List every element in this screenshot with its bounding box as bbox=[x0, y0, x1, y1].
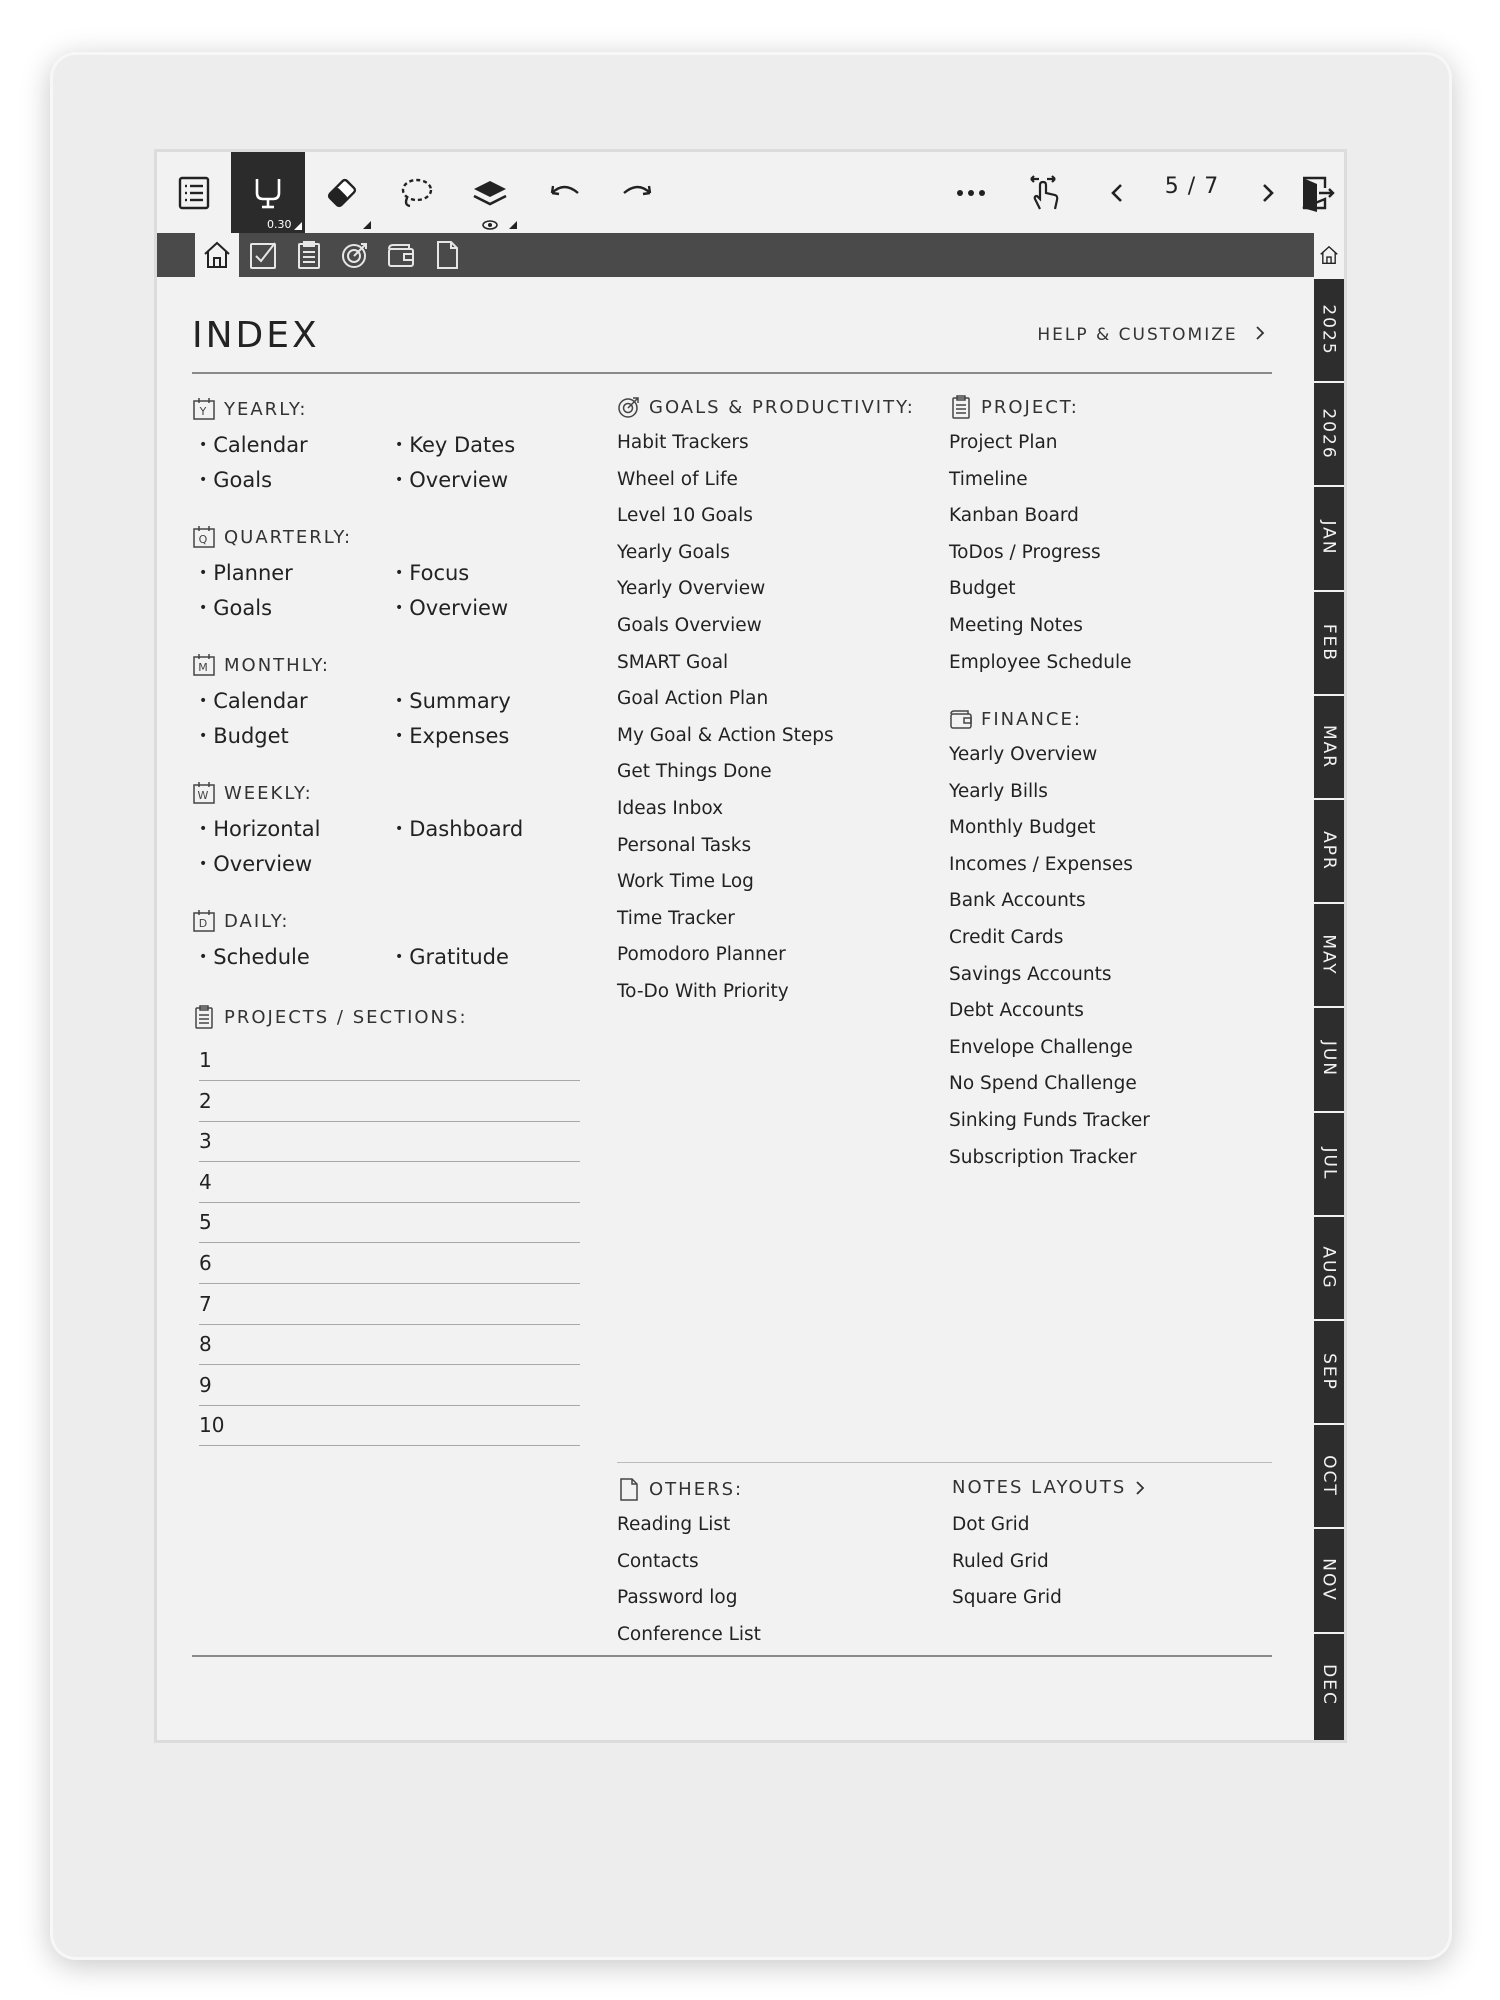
daily-heading bbox=[192, 909, 289, 933]
notes-layout-item-link[interactable]: Square Grid bbox=[952, 1587, 1062, 1609]
project-row[interactable] bbox=[199, 1243, 580, 1284]
help-link-label: HELP & CUSTOMIZE bbox=[1037, 325, 1238, 345]
pen-icon bbox=[248, 173, 288, 213]
pen-tool-button[interactable] bbox=[231, 152, 305, 233]
finance-item-link[interactable]: Debt Accounts bbox=[949, 1000, 1084, 1022]
nav-others[interactable] bbox=[425, 233, 469, 277]
title-divider bbox=[192, 372, 1272, 374]
project-row-number: 1 bbox=[199, 1048, 212, 1072]
others-item-link[interactable]: Conference List bbox=[617, 1623, 761, 1645]
projects-heading-label: PROJECTS / SECTIONS: bbox=[224, 1006, 468, 1028]
tab-label: 2025 bbox=[1319, 304, 1340, 356]
list-icon bbox=[174, 173, 214, 213]
prev-page-button[interactable] bbox=[1092, 152, 1142, 233]
tab-jul[interactable] bbox=[1314, 1111, 1344, 1215]
clipboard-icon bbox=[192, 1005, 216, 1029]
project-row-number: 3 bbox=[199, 1129, 212, 1154]
notes-layouts-label: NOTES LAYOUTS bbox=[952, 1477, 1127, 1498]
daily-schedule-link[interactable]: • Schedule bbox=[199, 945, 310, 969]
project-item-link[interactable]: Project Plan bbox=[949, 432, 1058, 453]
finance-item-link[interactable]: Monthly Budget bbox=[949, 817, 1096, 839]
finance-item-link[interactable]: Bank Accounts bbox=[949, 890, 1086, 912]
monthly-heading-label: MONTHLY: bbox=[224, 654, 330, 676]
nav-goals[interactable] bbox=[333, 233, 377, 277]
finance-item-link[interactable]: Subscription Tracker bbox=[949, 1146, 1137, 1168]
target-icon bbox=[617, 395, 641, 419]
project-row-number: 2 bbox=[199, 1088, 212, 1113]
layers-options-indicator bbox=[509, 221, 517, 229]
monthly-expenses-link[interactable]: • Expenses bbox=[395, 724, 509, 748]
chevron-right-icon bbox=[1248, 173, 1288, 213]
checkbox-icon bbox=[247, 239, 279, 271]
quarterly-heading bbox=[192, 525, 352, 549]
tab-label: APR bbox=[1319, 831, 1340, 871]
goals-item-link[interactable]: Habit Trackers bbox=[617, 432, 749, 453]
layers-button[interactable] bbox=[453, 152, 527, 233]
tab-label: 2026 bbox=[1319, 408, 1340, 460]
redo-icon bbox=[618, 173, 658, 213]
project-item-link[interactable]: ToDos / Progress bbox=[949, 541, 1101, 563]
svg-text:Q: Q bbox=[198, 533, 210, 546]
tab-label: DEC bbox=[1319, 1663, 1340, 1706]
calendar-m-icon bbox=[192, 653, 216, 677]
clipboard-icon bbox=[949, 395, 973, 419]
project-row-number: 8 bbox=[199, 1332, 212, 1357]
wallet-icon bbox=[949, 707, 973, 731]
project-row-number: 4 bbox=[199, 1169, 212, 1194]
monthly-calendar-link[interactable]: • Calendar bbox=[199, 689, 308, 713]
notes-layout-item-link[interactable]: Ruled Grid bbox=[952, 1550, 1049, 1572]
touch-toggle-button[interactable] bbox=[1008, 152, 1082, 233]
quarterly-goals-link[interactable]: • Goals bbox=[199, 596, 272, 620]
nav-finance[interactable] bbox=[379, 233, 423, 277]
svg-text:Y: Y bbox=[199, 405, 209, 418]
tab-aug[interactable] bbox=[1314, 1215, 1344, 1319]
nav-notes[interactable] bbox=[287, 233, 331, 277]
project-item-link[interactable]: Kanban Board bbox=[949, 505, 1079, 527]
project-heading bbox=[949, 395, 1079, 419]
quarterly-planner-link[interactable]: • Planner bbox=[199, 561, 293, 585]
touch-hand-icon bbox=[1025, 173, 1065, 213]
weekly-overview-link[interactable]: • Overview bbox=[199, 852, 312, 876]
footer-divider bbox=[192, 1655, 1272, 1657]
goals-item-link[interactable]: Time Tracker bbox=[617, 907, 735, 929]
tab-sep[interactable] bbox=[1314, 1319, 1344, 1423]
finance-item-link[interactable]: Yearly Overview bbox=[949, 744, 1098, 765]
finance-item-link[interactable]: Yearly Bills bbox=[949, 780, 1048, 802]
eraser-options-indicator bbox=[363, 221, 371, 229]
undo-icon bbox=[544, 173, 584, 213]
tab-may[interactable] bbox=[1314, 902, 1344, 1006]
goals-item-link[interactable]: Personal Tasks bbox=[617, 834, 752, 856]
tab-label: SEP bbox=[1319, 1353, 1340, 1391]
calendar-d-icon bbox=[192, 909, 216, 933]
toc-button[interactable] bbox=[157, 152, 231, 233]
goals-item-link[interactable]: My Goal & Action Steps bbox=[617, 724, 834, 746]
yearly-key-dates-link[interactable]: • Key Dates bbox=[395, 433, 515, 457]
target-icon bbox=[339, 239, 371, 271]
tab-jan[interactable] bbox=[1314, 485, 1344, 589]
more-button[interactable] bbox=[934, 152, 1008, 233]
pen-size-label: 0.30 bbox=[267, 218, 292, 231]
project-row[interactable] bbox=[199, 1324, 580, 1365]
project-row-number: 9 bbox=[199, 1372, 212, 1397]
tab-2025[interactable] bbox=[1314, 277, 1344, 381]
finance-item-link[interactable]: Savings Accounts bbox=[949, 963, 1112, 985]
weekly-heading bbox=[192, 781, 313, 805]
project-row-number: 5 bbox=[199, 1210, 212, 1235]
goals-item-link[interactable]: Level 10 Goals bbox=[617, 505, 753, 527]
svg-text:M: M bbox=[198, 661, 210, 674]
yearly-heading bbox=[192, 397, 308, 421]
exit-button[interactable] bbox=[1287, 152, 1343, 233]
goals-item-link[interactable]: SMART Goal bbox=[617, 651, 729, 673]
project-row[interactable] bbox=[199, 1162, 580, 1203]
goals-item-link[interactable]: Yearly Overview bbox=[617, 578, 766, 600]
project-row-number: 6 bbox=[199, 1251, 212, 1275]
next-page-button[interactable] bbox=[1243, 152, 1293, 233]
notes-layouts-heading[interactable] bbox=[952, 1477, 1146, 1498]
chevron-right-icon bbox=[1253, 325, 1267, 341]
goals-heading bbox=[617, 395, 915, 419]
goals-item-link[interactable]: Pomodoro Planner bbox=[617, 944, 786, 966]
projects-heading bbox=[192, 1005, 468, 1029]
goals-item-link[interactable]: Ideas Inbox bbox=[617, 798, 724, 819]
nav-tasks[interactable] bbox=[241, 233, 285, 277]
tab-label: JUN bbox=[1319, 1041, 1339, 1078]
monthly-summary-link[interactable]: • Summary bbox=[395, 689, 511, 713]
notes-layout-item-link[interactable]: Dot Grid bbox=[952, 1514, 1030, 1535]
quarterly-focus-link[interactable]: • Focus bbox=[395, 561, 469, 585]
goals-item-link[interactable]: Goals Overview bbox=[617, 615, 762, 636]
tab-label: OCT bbox=[1319, 1455, 1340, 1498]
calendar-w-icon bbox=[192, 781, 216, 805]
home-icon bbox=[1318, 244, 1340, 266]
chevron-left-icon bbox=[1097, 173, 1137, 213]
others-item-link[interactable]: Contacts bbox=[617, 1550, 699, 1572]
yearly-overview-link[interactable]: • Overview bbox=[395, 468, 508, 492]
project-item-link[interactable]: Meeting Notes bbox=[949, 615, 1083, 636]
daily-heading-label: DAILY: bbox=[224, 910, 290, 932]
tab-mar[interactable] bbox=[1314, 694, 1344, 798]
monthly-budget-link[interactable]: • Budget bbox=[199, 724, 289, 748]
project-item-link[interactable]: Employee Schedule bbox=[949, 651, 1132, 673]
goals-heading-label: GOALS & PRODUCTIVITY: bbox=[649, 396, 915, 418]
finance-item-link[interactable]: No Spend Challenge bbox=[949, 1073, 1137, 1095]
document-icon bbox=[431, 239, 463, 271]
calendar-y-icon bbox=[192, 397, 216, 421]
more-icon bbox=[951, 173, 991, 213]
monthly-heading bbox=[192, 653, 330, 677]
others-item-link[interactable]: Reading List bbox=[617, 1514, 731, 1535]
goals-item-link[interactable]: Yearly Goals bbox=[617, 541, 730, 563]
weekly-horizontal-link[interactable]: • Horizontal bbox=[199, 817, 321, 841]
tab-oct[interactable] bbox=[1314, 1423, 1344, 1527]
section-nav-bar bbox=[157, 233, 1314, 277]
tab-feb[interactable] bbox=[1314, 590, 1344, 694]
index-page bbox=[157, 277, 1314, 1740]
svg-text:D: D bbox=[198, 917, 210, 930]
tab-nov[interactable] bbox=[1314, 1527, 1344, 1631]
page-indicator: 5 / 7 bbox=[1164, 174, 1220, 199]
quarterly-overview-link[interactable]: • Overview bbox=[395, 596, 508, 620]
finance-item-link[interactable]: Sinking Funds Tracker bbox=[949, 1110, 1150, 1131]
project-item-link[interactable]: Timeline bbox=[949, 468, 1028, 490]
project-row[interactable] bbox=[199, 1284, 580, 1325]
eraser-button[interactable] bbox=[305, 152, 379, 233]
project-row[interactable] bbox=[199, 1202, 580, 1243]
others-heading bbox=[617, 1477, 743, 1501]
tab-jun[interactable] bbox=[1314, 1006, 1344, 1110]
others-heading-label: OTHERS: bbox=[649, 1478, 744, 1500]
others-divider bbox=[617, 1462, 1272, 1463]
goals-item-link[interactable]: Goal Action Plan bbox=[617, 688, 769, 710]
project-row[interactable] bbox=[199, 1081, 580, 1122]
document-icon bbox=[617, 1477, 641, 1501]
nav-home[interactable] bbox=[195, 233, 239, 277]
project-row[interactable] bbox=[199, 1121, 580, 1162]
finance-item-link[interactable]: Envelope Challenge bbox=[949, 1036, 1133, 1058]
svg-text:W: W bbox=[197, 789, 211, 802]
weekly-heading-label: WEEKLY: bbox=[224, 782, 313, 804]
project-row[interactable] bbox=[199, 1365, 580, 1406]
tab-dec[interactable] bbox=[1314, 1632, 1344, 1736]
project-row[interactable] bbox=[199, 1040, 580, 1081]
calendar-q-icon bbox=[192, 525, 216, 549]
tab-home[interactable] bbox=[1314, 233, 1344, 277]
tab-label: JAN bbox=[1319, 520, 1339, 556]
month-tabs bbox=[1314, 233, 1344, 1740]
yearly-heading-label: YEARLY: bbox=[224, 398, 308, 420]
undo-button[interactable] bbox=[527, 152, 601, 233]
redo-button[interactable] bbox=[601, 152, 675, 233]
pen-options-indicator bbox=[294, 222, 302, 230]
project-item-link[interactable]: Budget bbox=[949, 578, 1016, 600]
tab-2026[interactable] bbox=[1314, 381, 1344, 485]
screen bbox=[157, 152, 1344, 1740]
chevron-right-icon bbox=[1134, 1480, 1146, 1496]
finance-item-link[interactable]: Incomes / Expenses bbox=[949, 853, 1133, 875]
project-row-number: 10 bbox=[199, 1413, 225, 1438]
tab-label: MAY bbox=[1319, 934, 1339, 976]
eraser-icon bbox=[322, 173, 362, 213]
goals-item-link[interactable]: Work Time Log bbox=[617, 871, 754, 893]
tab-label: JUL bbox=[1319, 1147, 1339, 1181]
goals-item-link[interactable]: Get Things Done bbox=[617, 761, 772, 783]
help-customize-link[interactable] bbox=[1037, 325, 1267, 345]
page-title: INDEX bbox=[192, 315, 320, 356]
exit-icon bbox=[1295, 173, 1335, 213]
tab-label: NOV bbox=[1319, 1558, 1339, 1603]
others-item-link[interactable]: Password log bbox=[617, 1587, 738, 1609]
layers-icon bbox=[470, 173, 510, 213]
clipboard-icon bbox=[293, 239, 325, 271]
top-toolbar bbox=[157, 152, 1344, 233]
wallet-icon bbox=[385, 239, 417, 271]
finance-heading bbox=[949, 707, 1082, 731]
tab-apr[interactable] bbox=[1314, 798, 1344, 902]
yearly-goals-link[interactable]: • Goals bbox=[199, 468, 272, 492]
lasso-button[interactable] bbox=[379, 152, 453, 233]
finance-item-link[interactable]: Credit Cards bbox=[949, 927, 1064, 948]
project-row-number: 7 bbox=[199, 1291, 212, 1316]
finance-heading-label: FINANCE: bbox=[981, 708, 1082, 730]
tab-label: MAR bbox=[1319, 724, 1340, 769]
daily-gratitude-link[interactable]: • Gratitude bbox=[395, 945, 509, 969]
tab-label: FEB bbox=[1319, 623, 1339, 662]
project-heading-label: PROJECT: bbox=[981, 396, 1079, 418]
yearly-calendar-link[interactable]: • Calendar bbox=[199, 433, 308, 457]
lasso-icon bbox=[396, 173, 436, 213]
weekly-dashboard-link[interactable]: • Dashboard bbox=[395, 817, 523, 841]
quarterly-heading-label: QUARTERLY: bbox=[224, 526, 353, 548]
goals-item-link[interactable]: To-Do With Priority bbox=[617, 981, 789, 1002]
goals-item-link[interactable]: Wheel of Life bbox=[617, 468, 738, 490]
home-icon bbox=[201, 239, 233, 271]
tab-label: AUG bbox=[1319, 1246, 1339, 1290]
eye-icon bbox=[482, 219, 498, 231]
project-row[interactable] bbox=[199, 1405, 580, 1446]
